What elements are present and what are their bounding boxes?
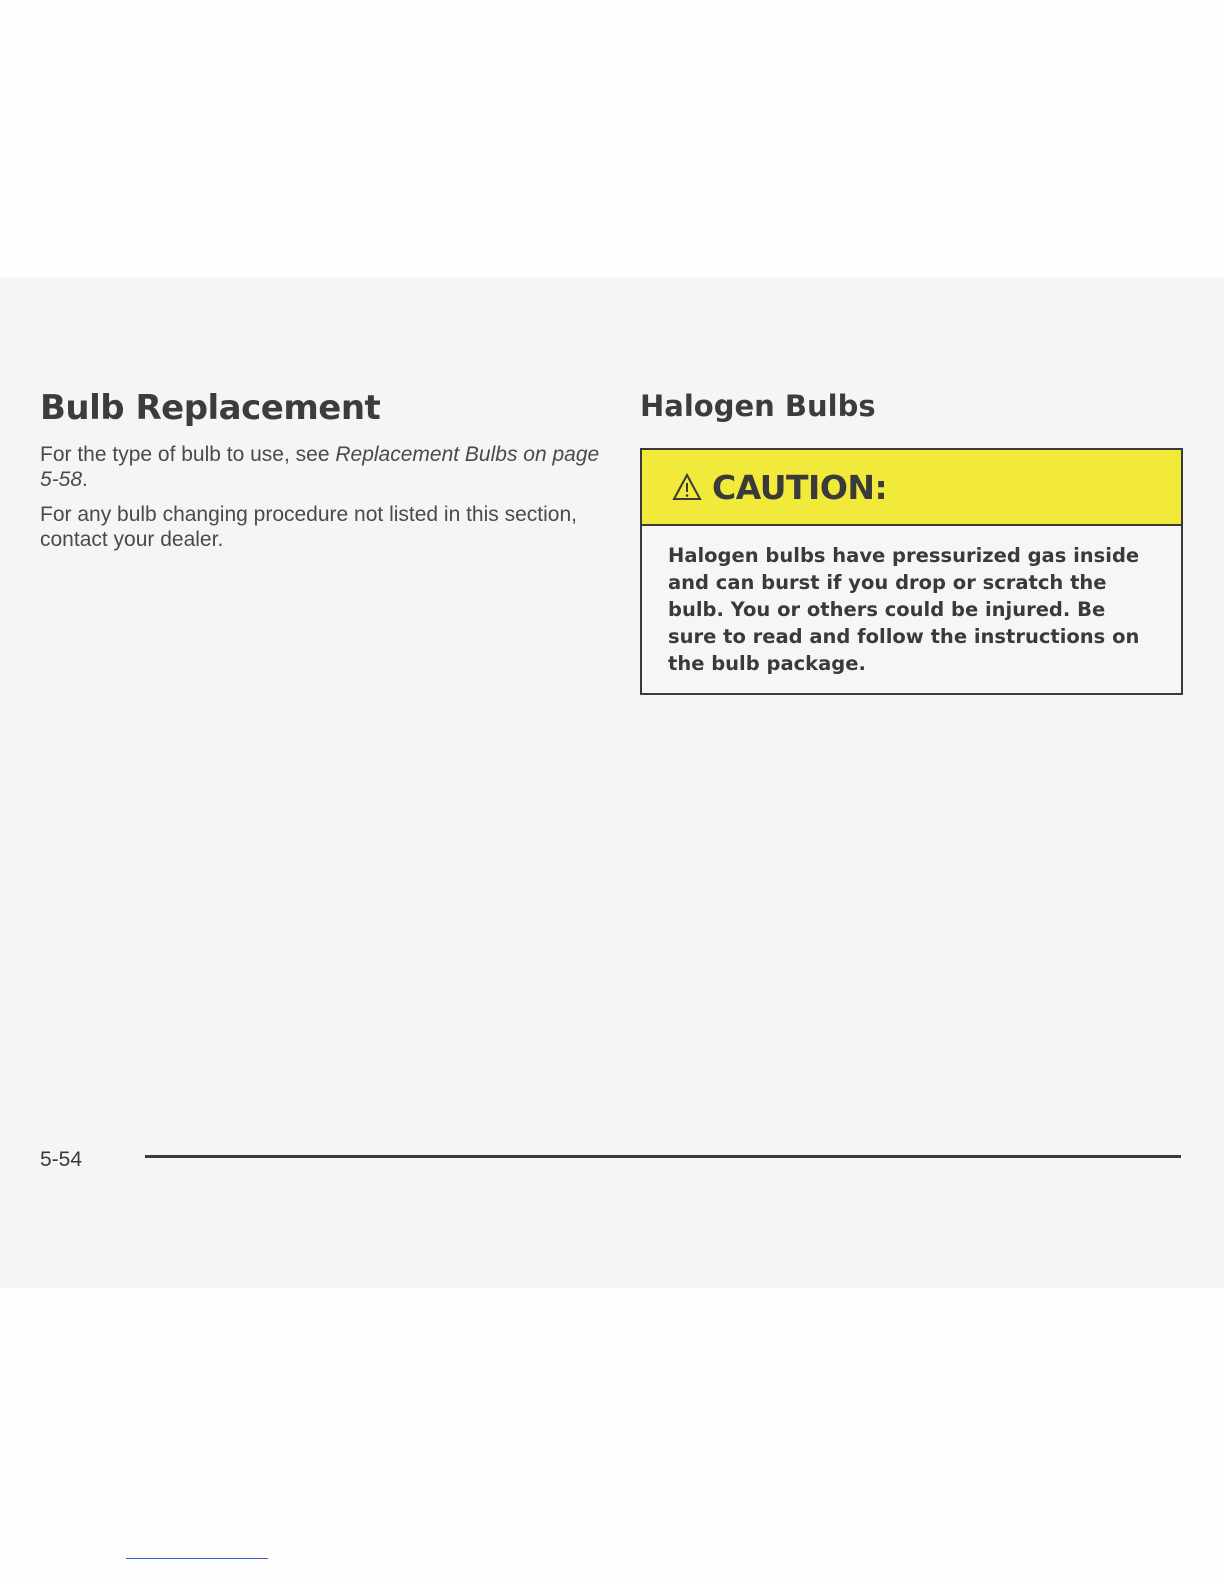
right-column [640,388,1185,675]
bulb-type-text: For the type of bulb to use, see [40,443,336,466]
bulb-type-period: . [82,468,88,491]
caution-header [642,450,1181,526]
footer-rule [145,1155,1181,1158]
dealer-paragraph: For any bulb changing procedure not listed in this section, contact your dealer. [40,503,577,551]
page-number: 5-54 [40,1148,83,1171]
section-title: Bulb Replacement [40,388,381,428]
left-column [40,388,600,562]
bulb-type-paragraph [40,442,600,492]
viewer-link-underline [126,1558,268,1559]
caution-label: CAUTION: [712,467,888,507]
caution-text: Halogen bulbs have pressurized gas inside and can burst if you drop or scratch the bulb. You or others could be injured. Be sure to read and follow the instructions on the bulb package. [668,544,1140,675]
caution-box [640,448,1183,695]
warning-triangle-icon [672,473,702,501]
replacement-bulbs-reference[interactable]: Replacement Bulbs on page 5-58 [40,443,600,491]
subsection-title: Halogen Bulbs [640,389,876,423]
